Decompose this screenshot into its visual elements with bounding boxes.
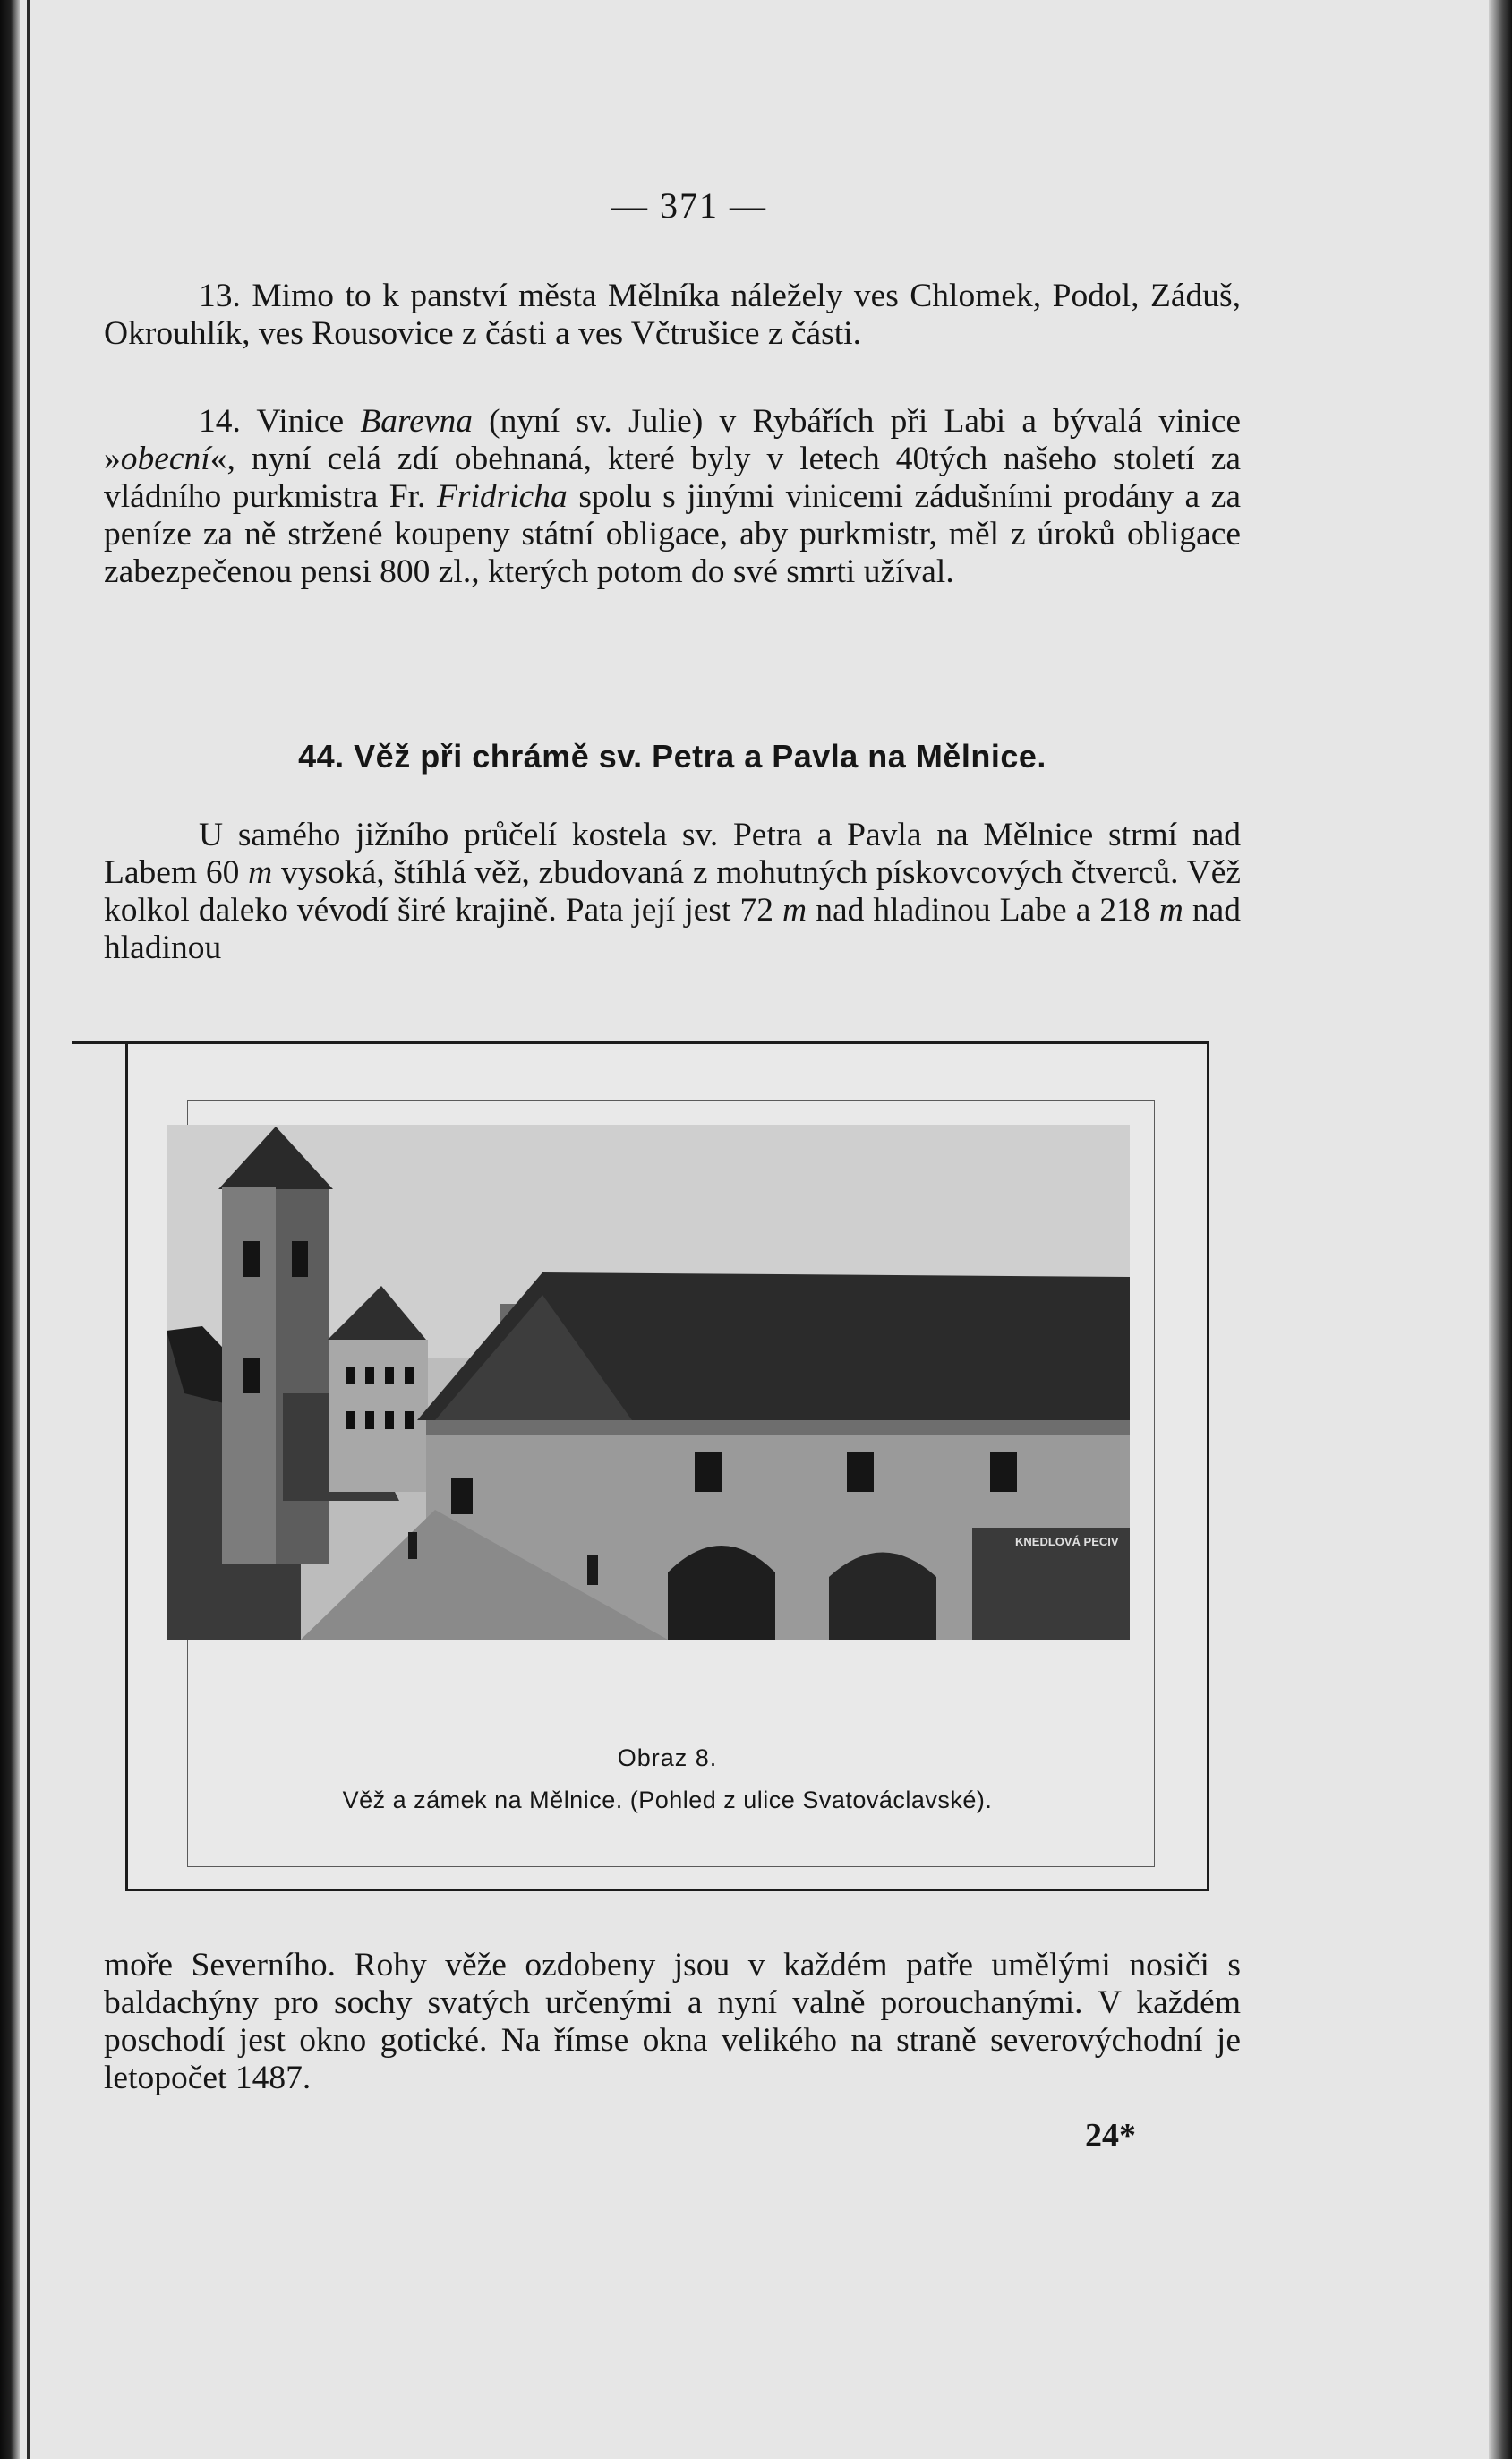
scan-left-rule [27, 0, 30, 2459]
intro-text-1: U samého jižního průčelí kostela sv. Petra a Pavla na Mělnice strmí nad Labem 60 [104, 817, 1241, 891]
scan-right-edge [1489, 0, 1512, 2459]
p14-text-2: (nyní sv. Julie) v Rybářích při Labi a bývalá vinice » [104, 403, 1242, 477]
photo-illustration [167, 1125, 1130, 1640]
signature-mark: 24* [1085, 2117, 1136, 2155]
p14-text-3: «, nyní celá zdí obehnaná, které byly v letech 40tých našeho století za vládního purkmistra Fr. [104, 441, 1241, 515]
p14-barevna: Barevna [360, 403, 473, 440]
paragraph-13-text: 13. Mimo to k panství města Mělníka náležely ves Chlomek, Podol, Záduš, Okrouhlík, ves Rousovice z části a ves Včtrušice z části. [104, 278, 1241, 352]
unit-m-3: m [1158, 892, 1183, 929]
continuation-text: moře Severního. Rohy věže ozdobeny jsou v každém patře umělými nosiči s baldachýny pro sochy svatých určenými a nyní valně porouchanými. V každém poschodí jest okno gotické. Na římse okna velikého na straně severovýchodní je letopočet 1487. [104, 1947, 1241, 2096]
figure-photo [167, 1125, 1130, 1640]
intro-text-4: nad hladinou [104, 892, 1241, 966]
page-number: — 371 — [611, 185, 767, 226]
unit-m-1: m [248, 854, 273, 891]
paragraph-13 [104, 278, 1241, 353]
p14-text-1: 14. Vinice [199, 403, 361, 440]
section-continuation [104, 1947, 1241, 2097]
scan-left-edge [0, 0, 20, 2459]
figure-caption: Věž a zámek na Mělnice. (Pohled z ulice Svatováclavské). [342, 1786, 993, 1813]
figure-number: Obraz 8. [617, 1744, 718, 1771]
paragraph-14 [104, 403, 1241, 591]
section-intro [104, 817, 1241, 967]
intro-text-3: nad hladinou Labe a 218 [807, 892, 1159, 929]
p14-obecni: obecní [120, 441, 210, 477]
unit-m-2: m [782, 892, 807, 929]
shop-sign-text: KNEDLOVÁ PECIV [1015, 1535, 1119, 1548]
p14-text-4: spolu s jinými vinicemi zádušními prodány a za peníze za ně stržené koupeny státní obligace, aby purkmistr, měl z úroků obligace zabezpečenou pensi 800 zl., kterých potom do své smrti užíval. [104, 478, 1241, 590]
intro-text-2: vysoká, štíhlá věž, zbudovaná z mohutných pískovcových čtverců. Věž kolkol daleko vévodí širé krajině. Pata její jest 72 [104, 854, 1241, 929]
section-heading: 44. Věž při chrámě sv. Petra a Pavla na Mělnice. [298, 738, 1046, 775]
p14-fridricha: Fridricha [436, 478, 568, 515]
